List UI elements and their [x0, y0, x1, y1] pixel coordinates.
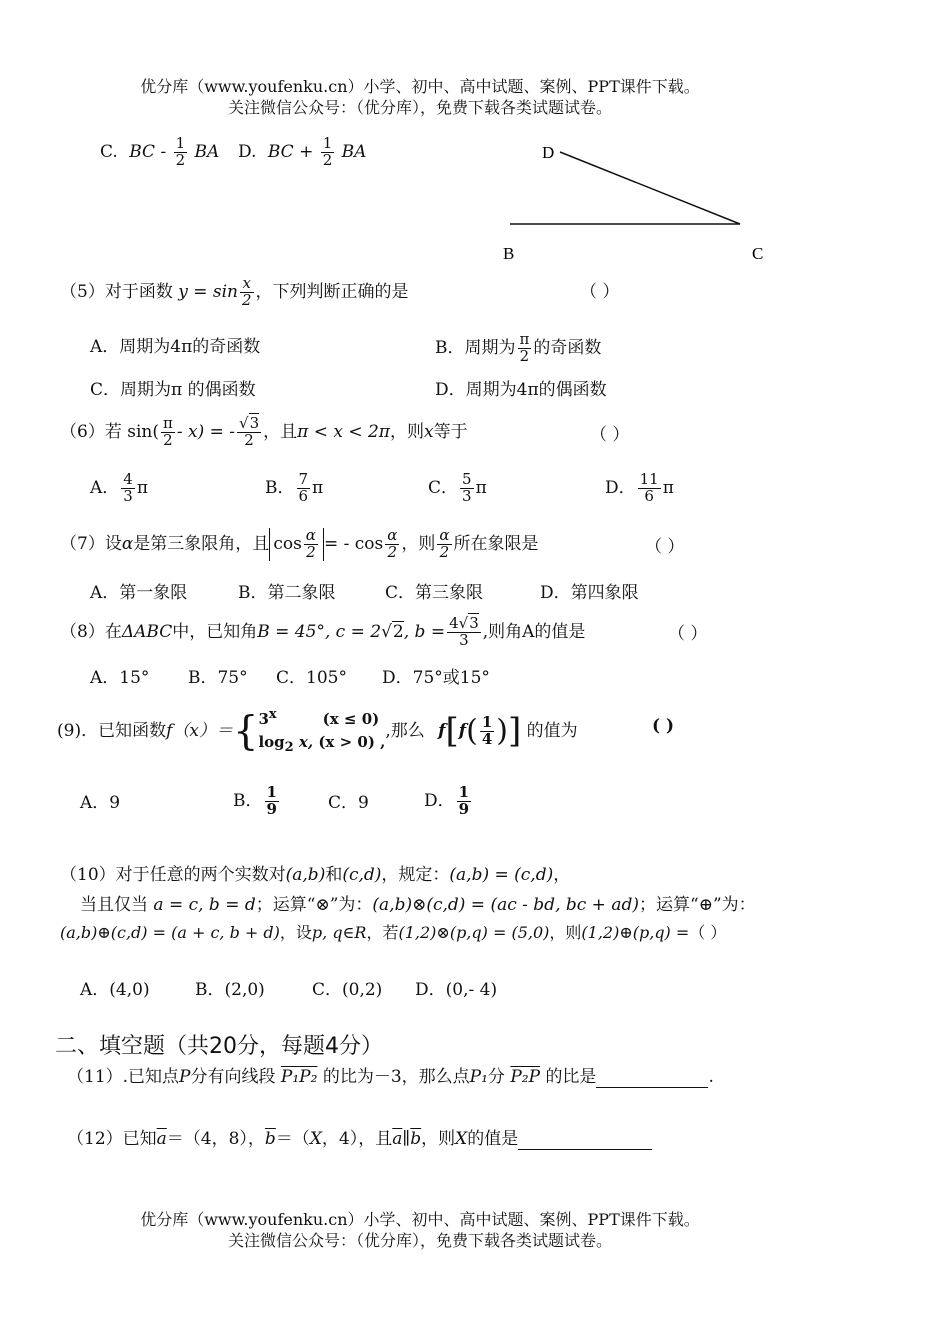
- label-c: C: [752, 244, 764, 263]
- q6-option-c: C． $\frac{5}{3}$ π: [428, 470, 487, 505]
- q5-option-b: B．周期为 $\frac{\pi}{2}$ 的奇函数: [435, 330, 602, 365]
- q9-option-c: C．9: [328, 793, 369, 813]
- header-line-2: 关注微信公众号：（优分库），免费下载各类试题试卷。: [227, 98, 612, 117]
- q5-option-d: D．周期为4π的偶函数: [435, 380, 607, 400]
- q10-line-1: （10）对于任意的两个实数对(a,b)和(c,d)，规定：(a,b) = (c,d)，: [60, 865, 571, 885]
- q5-option-c: C．周期为π 的偶函数: [90, 380, 256, 400]
- section-title-fill-in: 二、填空题（共20分，每题4分）: [55, 1034, 383, 1059]
- q7-option-a: A．第一象限: [90, 583, 188, 603]
- q6-option-b: B． $\frac{7}{6}$ π: [265, 470, 324, 505]
- footer-line-2: 关注微信公众号：（优分库），免费下载各类试题试卷。: [227, 1231, 612, 1250]
- q10-option-a: A．(4,0): [80, 980, 150, 1000]
- q8-answer-paren: （ ）: [668, 624, 708, 644]
- q4-triangle-figure: [490, 138, 770, 268]
- q11-answer-blank[interactable]: [596, 1071, 708, 1088]
- q12-answer-blank[interactable]: [518, 1133, 652, 1150]
- label-d: D: [542, 143, 555, 162]
- q8-option-a: A．15°: [90, 668, 150, 688]
- q5-option-a: A．周期为4π的奇函数: [90, 337, 261, 357]
- q9-answer-paren: ( ): [652, 716, 675, 736]
- q6-option-a: A． $\frac{4}{3}$ π: [90, 470, 149, 505]
- q5-stem: （5）对于函数 y = sin $\frac{x}{2}$ ，下列判断正确的是: [60, 274, 409, 309]
- q8-stem: （8）在ΔABC中，已知角B = 45°, c = 2√2, b = $\frac{4√3}{3}$ ,则角A的值是: [60, 614, 586, 649]
- q8-option-c: C．105°: [276, 668, 347, 688]
- header-line-1: 优分库（www.youfenku.cn）小学、初中、高中试题、案例、PPT课件下载。: [140, 77, 700, 96]
- q12-stem: （12）已知$\overline{a}=(4$，8），$\overline{b}=(X$，4），且$\overline{a}\parallel\overline{b}$，则X的值是: [67, 1130, 652, 1150]
- q4-option-c: C. BC - $\frac{1}{2}$ BA: [100, 134, 220, 169]
- q4-option-d: D. BC + $\frac{1}{2}$ BA: [238, 134, 367, 169]
- q8-option-b: B．75°: [188, 668, 248, 688]
- segment-dc: [560, 152, 740, 224]
- q9-stem: (9)．已知函数f（x）＝{ 3$^x$ (x ≤ 0) $\log_2 x$, (x > 0) , ,那么 f[f( $\frac{1}{4}$ )] 的值为: [57, 707, 578, 756]
- q9-option-b: B． $\frac{1}{9}$: [233, 783, 277, 818]
- q9-option-a: A．9: [80, 793, 121, 813]
- q10-line-3: (a,b)⊕(c,d) = (a + c, b + d)，设p, q∈R，若(1,2)⊗(p,q) = (5,0)，则(1,2)⊕(p,q) =（ ）: [60, 923, 727, 942]
- q7-option-c: C．第三象限: [385, 583, 484, 603]
- q8-option-d: D．75°或15°: [382, 668, 490, 688]
- q10-option-c: C．(0,2): [312, 980, 383, 1000]
- q7-answer-paren: （ ）: [645, 537, 685, 557]
- q10-option-b: B．(2,0): [195, 980, 265, 1000]
- q10-line-2: 当且仅当 a = c, b = d；运算“⊗”为：(a,b)⊗(c,d) = (ac - bd, bc + ad)；运算“⊕”为：: [80, 895, 756, 915]
- q10-option-d: D．(0,- 4): [415, 980, 498, 1000]
- footer-line-1: 优分库（www.youfenku.cn）小学、初中、高中试题、案例、PPT课件下载。: [140, 1210, 700, 1229]
- q6-option-d: D． $\frac{11}{6}$ π: [605, 470, 674, 505]
- q9-option-d: D． $\frac{1}{9}$: [424, 783, 470, 818]
- q6-answer-paren: （ ）: [590, 425, 630, 445]
- q7-stem: （7）设α是第三象限角，且 cos $\frac{\alpha}{2}$ = - cos $\frac{\alpha}{2}$ ，则 $\frac{\alpha}{2}$ 所在象限是: [60, 526, 539, 561]
- q11-stem: （11）.已知点P分有向线段 P₁P₂ 的比为－3，那么点P₁分 P₂P 的比是 .: [67, 1067, 714, 1087]
- q7-option-d: D．第四象限: [540, 583, 639, 603]
- q5-answer-paren: （ ）: [580, 282, 620, 302]
- q6-stem: （6）若 sin( $\frac{\pi}{2}$ - x) = - $\frac{√3}{2}$ ，且π < x < 2π，则x等于: [60, 414, 468, 449]
- label-b: B: [503, 244, 515, 263]
- q7-option-b: B．第二象限: [238, 583, 336, 603]
